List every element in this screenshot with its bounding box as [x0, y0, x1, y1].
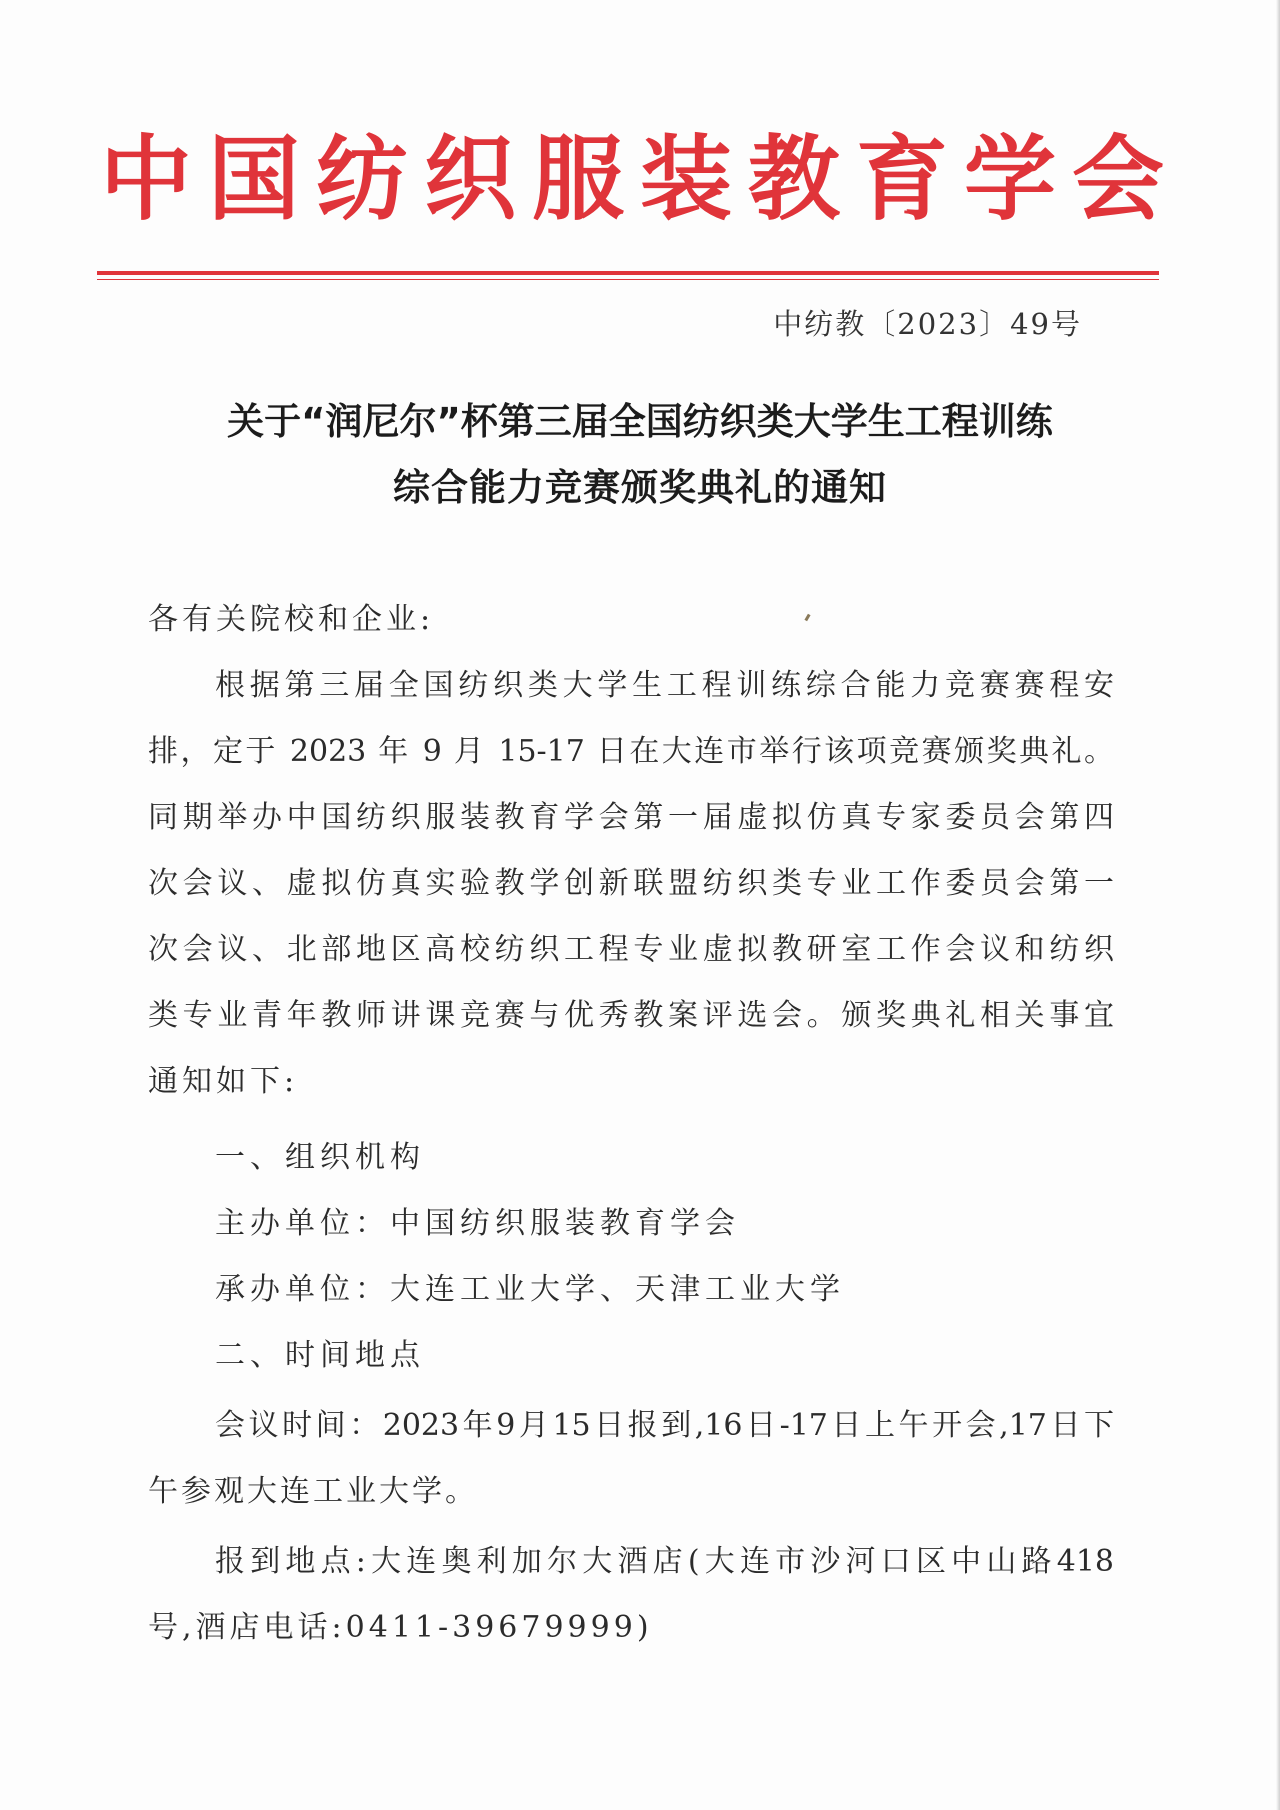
- document-number: 中纺教〔2023〕49号: [773, 307, 1082, 341]
- body-line-7: 通知如下:: [148, 1064, 299, 1099]
- page-edge-shadow: [1276, 0, 1280, 1810]
- section-heading-organization: 一、组织机构: [215, 1140, 425, 1175]
- letterhead-rule-thick: [97, 271, 1159, 275]
- meeting-time-line-1: 会议时间：2023年9月15日报到,16日-17日上午开会,17日下: [215, 1408, 1114, 1443]
- meeting-time-line-2: 午参观大连工业大学。: [148, 1474, 478, 1509]
- body-line-4: 次会议、虚拟仿真实验教学创新联盟纺织类专业工作委员会第一: [148, 866, 1114, 901]
- venue-line-1: 报到地点:大连奥利加尔大酒店(大连市沙河口区中山路418: [215, 1544, 1114, 1579]
- salutation: 各有关院校和企业:: [148, 602, 435, 637]
- organizer-unit: 承办单位：大连工业大学、天津工业大学: [215, 1272, 845, 1307]
- title-line-1: 关于“润尼尔”杯第三届全国纺织类大学生工程训练: [227, 400, 1053, 443]
- host-unit: 主办单位：中国纺织服装教育学会: [215, 1206, 740, 1241]
- body-line-1: 根据第三届全国纺织类大学生工程训练综合能力竞赛赛程安: [215, 668, 1114, 703]
- title-line-2: 综合能力竞赛颁奖典礼的通知: [393, 466, 887, 509]
- body-line-2: 排，定于 2023 年 9 月 15-17 日在大连市举行该项竞赛颁奖典礼。: [148, 734, 1114, 769]
- letterhead-rule-thin: [97, 279, 1159, 280]
- venue-line-2: 号,酒店电话:0411-39679999): [148, 1610, 653, 1645]
- letterhead: 中国纺织服装教育学会: [100, 126, 1181, 233]
- section-heading-time-place: 二、时间地点: [215, 1338, 425, 1373]
- body-line-3: 同期举办中国纺织服装教育学会第一届虚拟仿真专家委员会第四: [148, 800, 1114, 835]
- body-line-5: 次会议、北部地区高校纺织工程专业虚拟教研室工作会议和纺织: [148, 932, 1114, 967]
- body-line-6: 类专业青年教师讲课竞赛与优秀教案评选会。颁奖典礼相关事宜: [148, 998, 1114, 1033]
